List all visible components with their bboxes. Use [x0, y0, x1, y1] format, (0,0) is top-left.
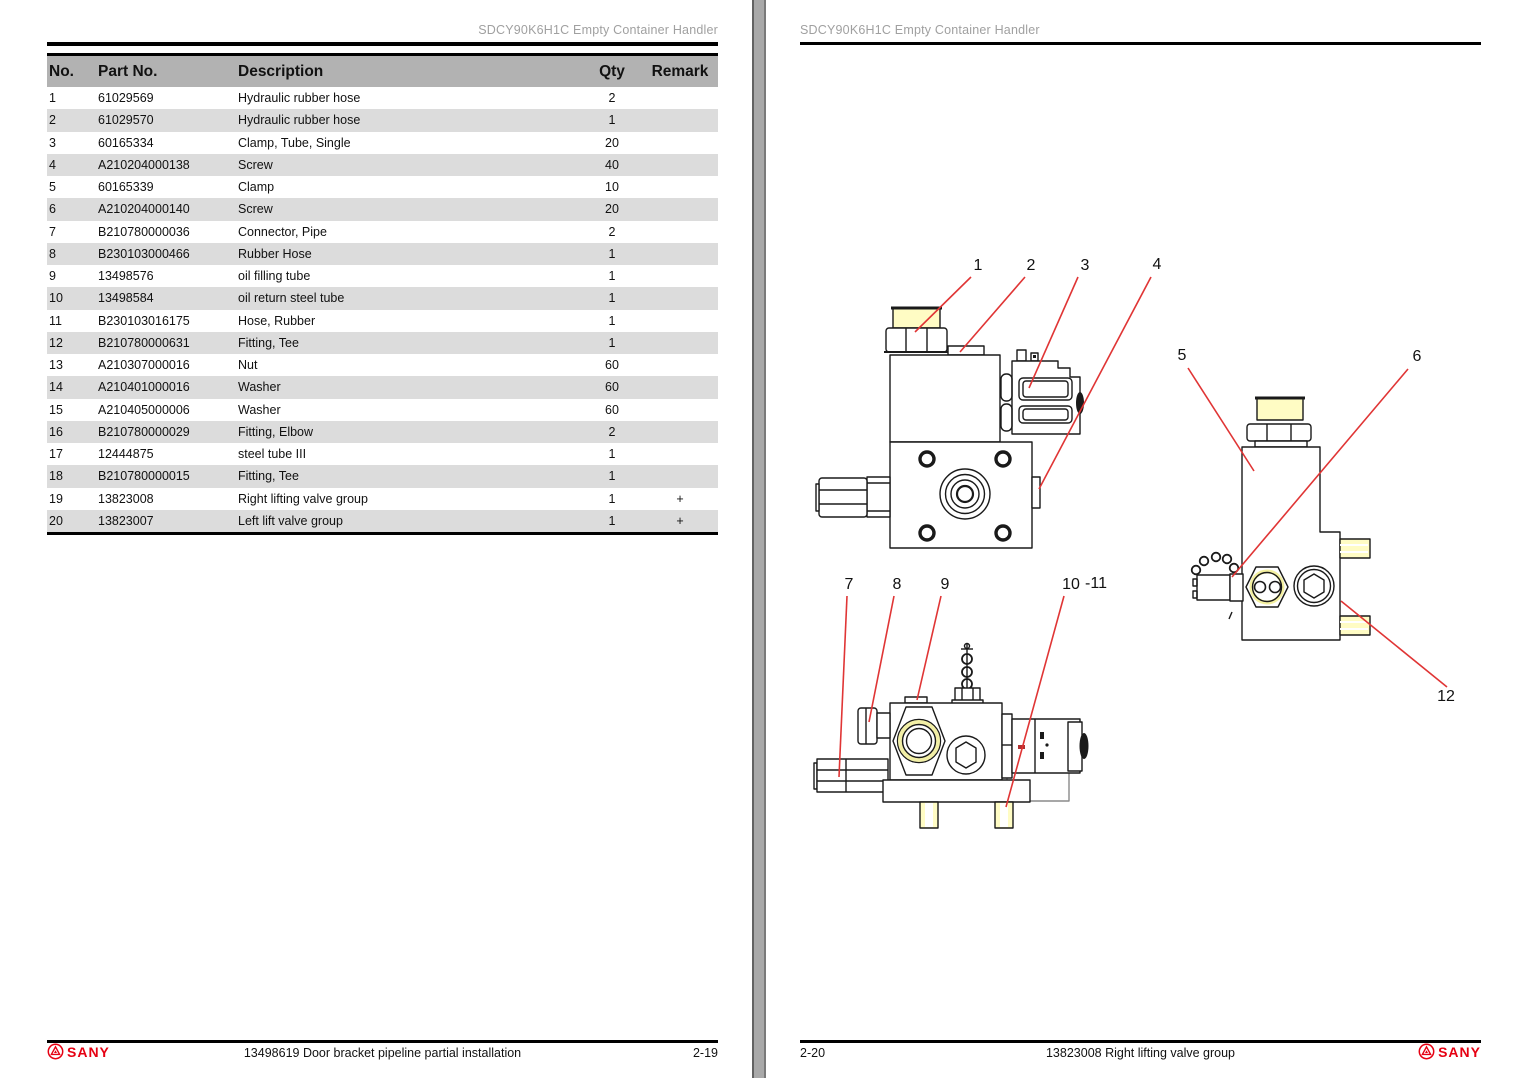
cell-part: A210307000016	[98, 358, 190, 373]
table-row	[47, 488, 718, 510]
leader-line-5	[1188, 368, 1254, 471]
cell-desc: Clamp, Tube, Single	[238, 135, 351, 150]
cell-no: 3	[49, 135, 56, 150]
cell-desc: Hose, Rubber	[238, 313, 316, 328]
cell-desc: oil return steel tube	[238, 291, 345, 306]
cell-qty: 20	[605, 135, 619, 150]
callout-label-11: -11	[1085, 575, 1107, 592]
cell-qty: 20	[605, 202, 619, 217]
footer-page-number: 2-19	[692, 1046, 718, 1060]
page-gutter	[752, 0, 766, 1078]
leader-line-1	[915, 277, 971, 332]
footer-doc-title: 13498619 Door bracket pipeline partial installation	[243, 1046, 522, 1060]
table-row	[47, 465, 718, 487]
cell-no: 13	[49, 358, 63, 373]
cell-desc: steel tube III	[238, 447, 307, 462]
valve-front-view	[816, 308, 1084, 548]
cell-qty: 40	[605, 157, 619, 172]
column-header-remark: Remark	[651, 62, 709, 80]
column-header-qty: Qty	[599, 62, 625, 80]
cell-qty: 1	[608, 313, 616, 328]
cell-qty: 1	[608, 513, 616, 528]
cell-qty: 1	[608, 246, 616, 261]
cell-no: 12	[49, 335, 63, 350]
sany-emblem-icon	[1418, 1043, 1435, 1060]
cell-qty: 1	[608, 469, 616, 484]
page-header-title: SDCY90K6H1C Empty Container Handler	[800, 23, 1040, 37]
cell-desc: Hydraulic rubber hose	[238, 113, 361, 128]
table-row	[47, 399, 718, 421]
cell-desc: Connector, Pipe	[238, 224, 327, 239]
cell-part: B210780000631	[98, 335, 190, 350]
cell-desc: Right lifting valve group	[238, 491, 368, 506]
callout-label-1: 1	[973, 257, 983, 274]
cell-qty: 10	[605, 180, 619, 195]
cell-desc: Washer	[238, 402, 281, 417]
footer-doc-title: 13823008 Right lifting valve group	[1045, 1046, 1236, 1060]
table-row	[47, 132, 718, 154]
cell-no: 1	[49, 91, 56, 106]
leader-line-7	[839, 596, 847, 777]
cell-desc: Hydraulic rubber hose	[238, 91, 361, 106]
table-row	[47, 265, 718, 287]
cell-desc: Nut	[238, 358, 258, 373]
cell-no: 7	[49, 224, 56, 239]
cell-part: B210780000029	[98, 424, 190, 439]
cell-no: 16	[49, 424, 63, 439]
column-header-no: No.	[49, 62, 74, 80]
cell-part: A210405000006	[98, 402, 190, 417]
table-row	[47, 332, 718, 354]
cell-qty: 60	[605, 358, 619, 373]
callout-label-8: 8	[892, 576, 902, 593]
cell-qty: 1	[608, 113, 616, 128]
column-header-description: Description	[238, 62, 324, 80]
table-row	[47, 354, 718, 376]
cell-desc: Fitting, Elbow	[238, 424, 314, 439]
table-row	[47, 176, 718, 198]
cell-desc: Rubber Hose	[238, 246, 312, 261]
brand-name: SANY	[1438, 1043, 1481, 1060]
cell-qty: 1	[608, 447, 616, 462]
cell-part: 13823008	[98, 491, 154, 506]
cell-no: 10	[49, 291, 63, 306]
cell-no: 14	[49, 380, 63, 395]
header-rule	[47, 42, 718, 46]
cell-qty: 1	[608, 491, 616, 506]
table-row	[47, 443, 718, 465]
cell-desc: Left lift valve group	[238, 513, 343, 528]
cell-part: A210204000138	[98, 157, 190, 172]
cell-part: A210401000016	[98, 380, 190, 395]
cell-no: 4	[49, 157, 56, 172]
cell-part: B210780000015	[98, 469, 190, 484]
cell-desc: Fitting, Tee	[238, 469, 299, 484]
valve-top-view	[814, 644, 1089, 829]
callout-label-7: 7	[844, 576, 854, 593]
cell-qty: 2	[608, 91, 616, 106]
cell-qty: 1	[608, 269, 616, 284]
cell-part: 60165334	[98, 135, 154, 150]
table-header-row	[47, 53, 718, 87]
table-row	[47, 421, 718, 443]
callout-label-3: 3	[1080, 257, 1090, 274]
cell-desc: Screw	[238, 202, 273, 217]
table-row	[47, 376, 718, 398]
cell-qty: 60	[605, 402, 619, 417]
cell-remark: +	[676, 491, 684, 506]
cell-qty: 1	[608, 291, 616, 306]
footer-rule	[47, 1040, 718, 1043]
cell-part: 61029570	[98, 113, 154, 128]
brand-name: SANY	[67, 1043, 110, 1060]
callout-label-5: 5	[1177, 347, 1187, 364]
cell-no: 11	[49, 313, 62, 328]
column-header-part-no: Part No.	[98, 62, 158, 80]
cell-part: B230103016175	[98, 313, 190, 328]
table-row	[47, 510, 718, 532]
right-lifting-valve-group-diagram	[766, 0, 1524, 1078]
footer-page-number: 2-20	[800, 1046, 826, 1060]
callout-label-6: 6	[1412, 348, 1422, 365]
cell-no: 5	[49, 180, 56, 195]
cell-part: 60165339	[98, 180, 154, 195]
cell-desc: oil filling tube	[238, 269, 311, 284]
cell-no: 19	[49, 491, 63, 506]
cell-remark: +	[676, 513, 684, 528]
table-row	[47, 243, 718, 265]
leader-line-12	[1341, 601, 1447, 687]
cell-part: 13498584	[98, 291, 154, 306]
callout-label-12: 12	[1437, 688, 1455, 705]
cell-part: B210780000036	[98, 224, 190, 239]
table-row	[47, 154, 718, 176]
table-row	[47, 310, 718, 332]
cell-part: A210204000140	[98, 202, 190, 217]
cell-no: 8	[49, 246, 56, 261]
cell-desc: Fitting, Tee	[238, 335, 299, 350]
cell-qty: 2	[608, 424, 616, 439]
callout-label-10: 10	[1062, 576, 1080, 593]
table-row	[47, 221, 718, 243]
page-left	[0, 0, 752, 1078]
table-row	[47, 287, 718, 309]
cell-no: 20	[49, 513, 63, 528]
cell-part: 12444875	[98, 447, 154, 462]
cell-part: 13498576	[98, 269, 154, 284]
page-right	[766, 0, 1524, 1078]
cell-qty: 1	[608, 335, 616, 350]
cell-qty: 2	[608, 224, 616, 239]
cell-desc: Clamp	[238, 180, 275, 195]
leader-line-9	[917, 596, 941, 700]
table-row	[47, 198, 718, 220]
cell-desc: Washer	[238, 380, 281, 395]
callout-label-4: 4	[1152, 256, 1162, 273]
footer-rule	[800, 1040, 1481, 1043]
cell-no: 6	[49, 202, 56, 217]
callout-label-9: 9	[940, 576, 950, 593]
cell-no: 15	[49, 402, 63, 417]
leader-line-2	[960, 277, 1025, 352]
cell-part: 13823007	[98, 513, 154, 528]
table-body	[47, 87, 718, 535]
cell-no: 17	[49, 447, 63, 462]
cell-desc: Screw	[238, 157, 273, 172]
cell-no: 2	[49, 113, 56, 128]
parts-table	[47, 53, 718, 535]
cell-no: 18	[49, 469, 63, 484]
cell-no: 9	[49, 269, 56, 284]
page-header-title: SDCY90K6H1C Empty Container Handler	[478, 23, 718, 37]
table-row	[47, 109, 718, 131]
sany-logo	[1418, 1043, 1481, 1060]
cell-part: 61029569	[98, 91, 154, 106]
table-row	[47, 87, 718, 109]
callout-label-2: 2	[1026, 257, 1036, 274]
cell-qty: 60	[605, 380, 619, 395]
cell-part: B230103000466	[98, 246, 190, 261]
